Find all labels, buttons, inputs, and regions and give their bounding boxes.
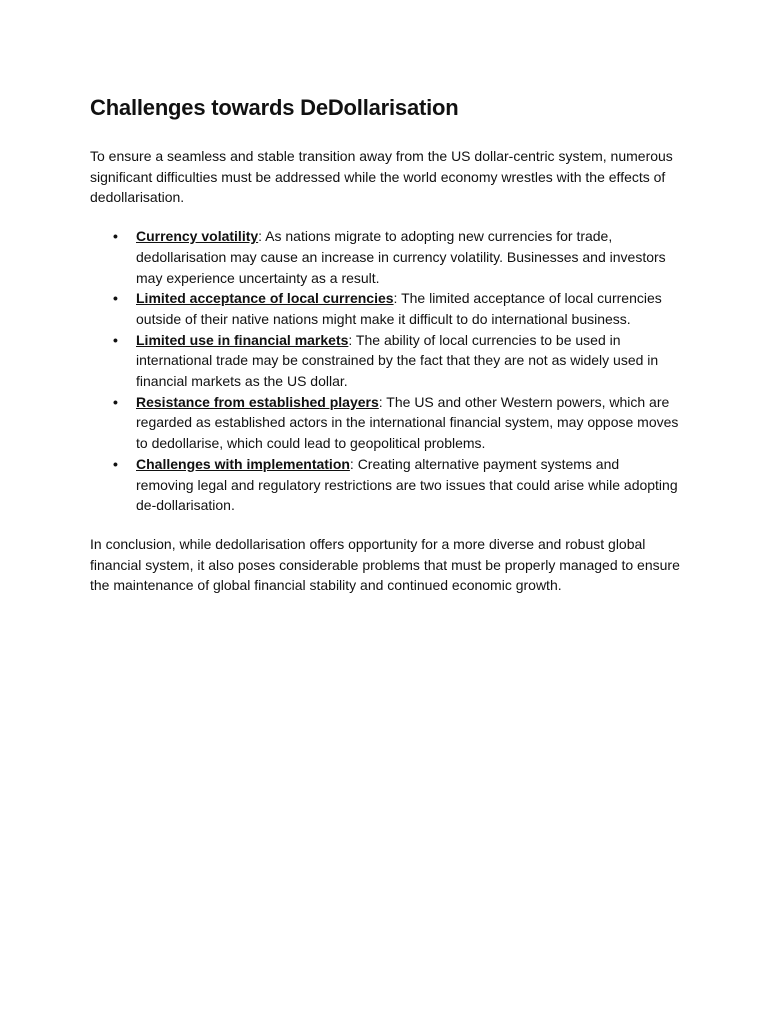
bullet-icon: •	[113, 228, 118, 245]
list-item-limited-acceptance	[90, 288, 680, 329]
list-item-resistance	[90, 392, 680, 454]
challenge-term: Limited acceptance of local currencies	[136, 290, 394, 307]
bullet-icon: •	[113, 393, 118, 410]
challenge-description: : As nations migrate to adopting new currencies for trade, dedollarisation may cause an increase in currency volatility. Businesses and investors may experience uncertainty as a result.	[136, 228, 666, 286]
challenge-term: Currency volatility	[136, 228, 259, 245]
challenges-list	[90, 226, 680, 516]
challenge-term: Challenges with implementation	[136, 455, 350, 472]
challenge-description: : The US and other Western powers, which are regarded as established actors in the international financial system, may oppose moves to dedollarise, which could lead to geopolitical problems.	[136, 393, 679, 452]
bullet-icon: •	[113, 455, 118, 472]
document-page	[90, 92, 680, 596]
list-item-limited-use	[90, 330, 680, 392]
challenge-description: : The ability of local currencies to be used in international trade may be constrained by the fact that they are not as widely used in financial markets as the US dollar.	[136, 331, 659, 390]
conclusion-paragraph: In conclusion, while dedollarisation offers opportunity for a more diverse and robust global financial system, it also poses considerable problems that must be properly managed to ensure the maintenance of global financial stability and continued economic growth.	[90, 535, 680, 594]
challenge-term: Resistance from established players	[136, 393, 379, 410]
challenge-term: Limited use in financial markets	[136, 331, 349, 348]
document-title: Challenges towards DeDollarisation	[90, 95, 459, 120]
challenge-description: : Creating alternative payment systems and removing legal and regulatory restrictions are two issues that could arise while adopting de-dollarisation.	[136, 455, 678, 514]
intro-paragraph: To ensure a seamless and stable transition away from the US dollar-centric system, numerous significant difficulties must be addressed while the world economy wrestles with the effects of dedollarisation.	[90, 148, 673, 206]
list-item-implementation	[90, 454, 680, 516]
challenge-description: : The limited acceptance of local currencies outside of their native nations might make it difficult to do international business.	[136, 290, 662, 327]
list-item-currency-volatility	[90, 226, 680, 288]
bullet-icon: •	[113, 290, 118, 307]
bullet-icon: •	[113, 331, 118, 348]
